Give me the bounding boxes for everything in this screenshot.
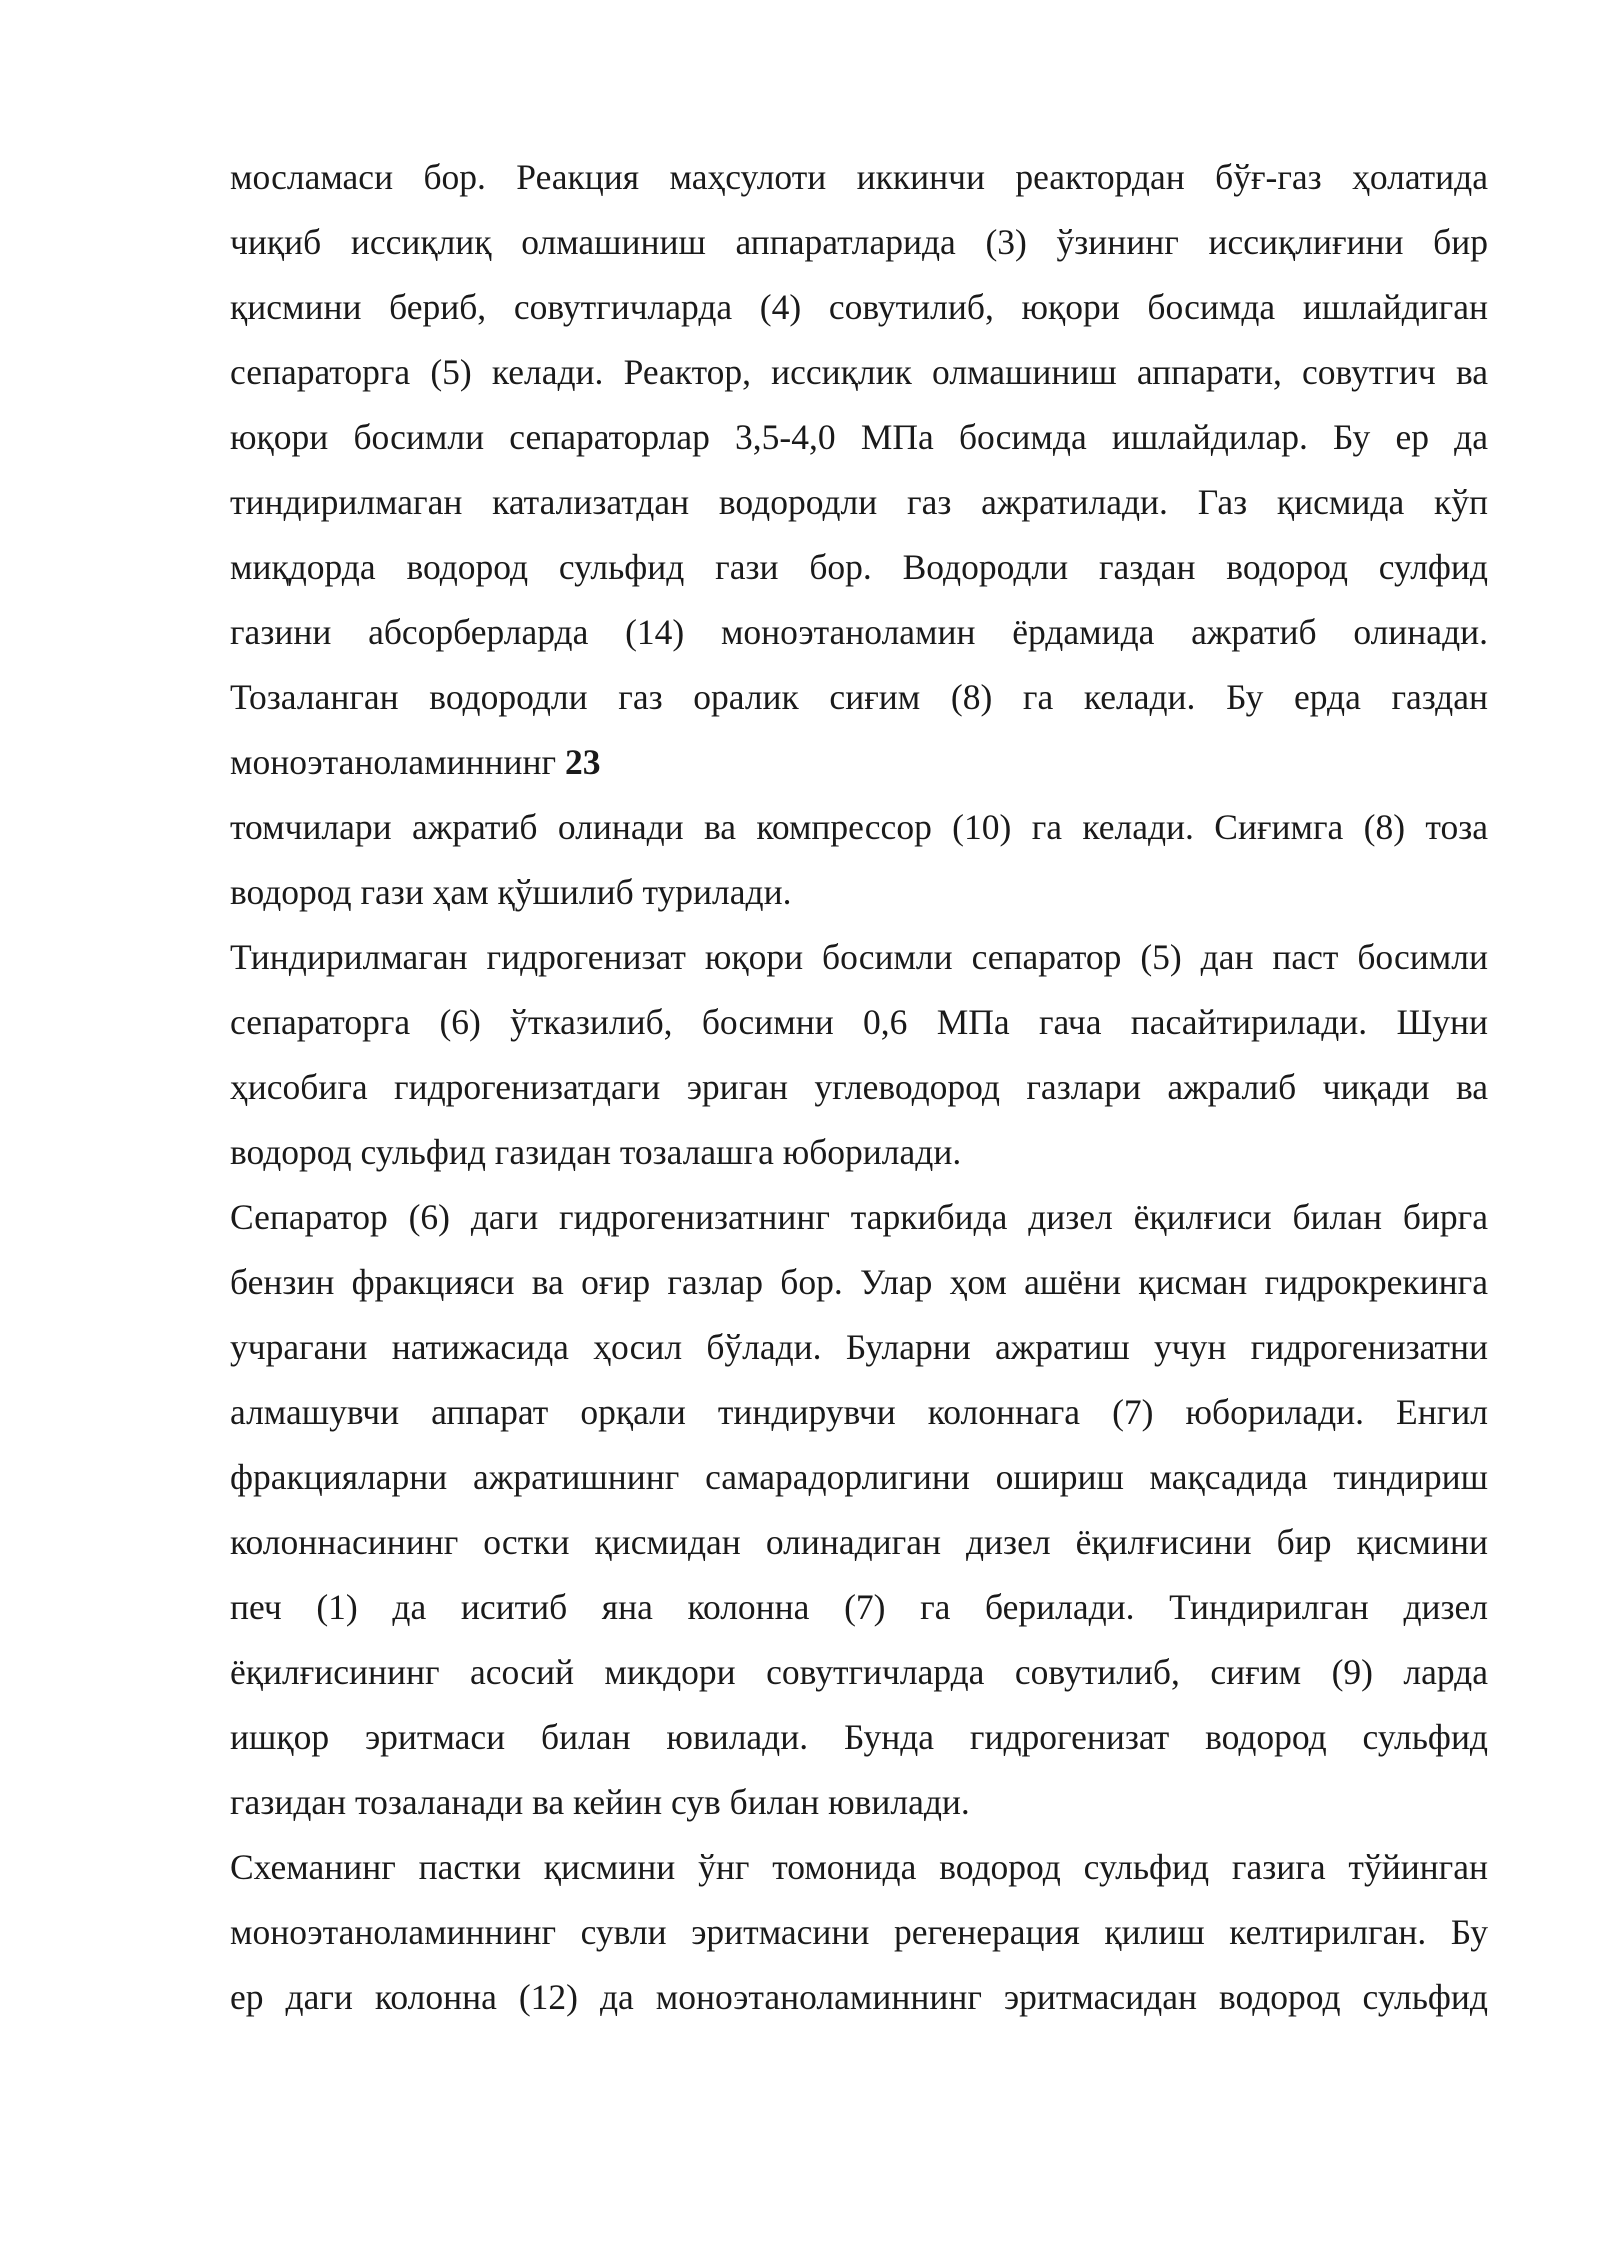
text-line: ер даги колонна (12) да моноэтаноламиннинг эритмасидан водород сульфид xyxy=(230,1977,1488,2017)
text-line: учрагани натижасида ҳосил бўлади. Буларни ажратиш учун гидрогенизатни xyxy=(230,1327,1488,1367)
text-line: миқдорда водород сульфид гази бор. Водородли газдан водород сулфид xyxy=(230,547,1488,587)
text-line: тиндирилмаган катализатдан водородли газ ажратилади. Газ қисмида кўп xyxy=(230,482,1488,522)
text-line: Тиндирилмаган гидрогенизат юқори босимли сепаратор (5) дан паст босимли xyxy=(230,937,1488,977)
text-line: бензин фракцияси ва оғир газлар бор. Улар ҳом ашёни қисман гидрокрекинга xyxy=(230,1262,1488,1302)
paragraph-4 xyxy=(230,1835,1488,2030)
text-line: фракцияларни ажратишнинг самарадорлигини ошириш мақсадида тиндириш xyxy=(230,1457,1488,1497)
text-line: водород гази ҳам қўшилиб турилади. xyxy=(230,872,792,912)
text-line: газини абсорберларда (14) моноэтаноламин ёрдамида ажратиб олинади. xyxy=(230,612,1488,652)
text-line: моноэтаноламиннинг xyxy=(230,742,557,782)
page-number: 23 xyxy=(564,742,601,782)
paragraph-3 xyxy=(230,1185,1488,1835)
paragraph-2 xyxy=(230,925,1488,1185)
text-line: сепараторга (6) ўтказилиб, босимни 0,6 МПа гача пасайтирилади. Шуни xyxy=(230,1002,1488,1042)
text-line: водород сульфид газидан тозалашга юборилади. xyxy=(230,1132,962,1172)
text-line-with-page-number xyxy=(230,730,1488,795)
text-line: алмашувчи аппарат орқали тиндирувчи колоннага (7) юборилади. Енгил xyxy=(230,1392,1488,1432)
text-line: колоннасининг остки қисмидан олинадиган дизел ёқилғисини бир қисмини xyxy=(230,1522,1488,1562)
text-line: печ (1) да иситиб яна колонна (7) га берилади. Тиндирилган дизел xyxy=(230,1587,1488,1627)
text-line: Схеманинг пастки қисмини ўнг томонида водород сульфид газига тўйинган xyxy=(230,1847,1488,1887)
text-line: Сепаратор (6) даги гидрогенизатнинг таркибида дизел ёқилғиси билан бирга xyxy=(230,1197,1488,1237)
text-line: Тозаланган водородли газ оралик сиғим (8) га келади. Бу ерда газдан xyxy=(230,677,1488,717)
text-line: чиқиб иссиқлиқ олмашиниш аппаратларида (3) ўзининг иссиқлиғини бир xyxy=(230,222,1488,262)
text-line: ёқилғисининг асосий микдори совутгичларда совутилиб, сиғим (9) ларда xyxy=(230,1652,1488,1692)
text-line: ҳисобига гидрогенизатдаги эриган углеводород газлари ажралиб чиқади ва xyxy=(230,1067,1488,1107)
text-line: ишқор эритмаси билан ювилади. Бунда гидрогенизат водород сульфид xyxy=(230,1717,1488,1757)
text-line: сепараторга (5) келади. Реактор, иссиқлик олмашиниш аппарати, совутгич ва xyxy=(230,352,1488,392)
text-line: томчилари ажратиб олинади ва компрессор (10) га келади. Сиғимга (8) тоза xyxy=(230,807,1488,847)
text-line: қисмини бериб, совутгичларда (4) совутилиб, юқори босимда ишлайдиган xyxy=(230,287,1488,327)
paragraph-1 xyxy=(230,145,1488,925)
document-page xyxy=(230,145,1488,2030)
text-line: газидан тозаланади ва кейин сув билан ювилади. xyxy=(230,1782,970,1822)
text-line: юқори босимли сепараторлар 3,5-4,0 МПа босимда ишлайдилар. Бу ер да xyxy=(230,417,1488,457)
text-line: мосламаси бор. Реакция маҳсулоти иккинчи реактордан бўғ-газ ҳолатида xyxy=(230,157,1488,197)
text-line: моноэтаноламиннинг сувли эритмасини регенерация қилиш келтирилган. Бу xyxy=(230,1912,1488,1952)
